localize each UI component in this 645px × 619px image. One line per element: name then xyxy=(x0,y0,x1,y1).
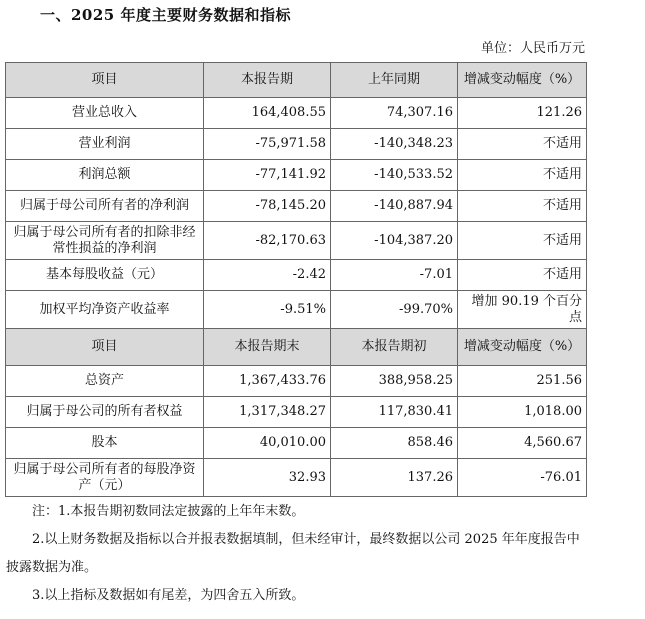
financial-table xyxy=(5,62,587,497)
header-cell: 项目 xyxy=(6,63,204,98)
row-label: 总资产 xyxy=(6,366,204,397)
cell-value: 不适用 xyxy=(458,260,587,291)
table-row xyxy=(6,98,587,129)
table-row xyxy=(6,291,587,329)
cell-value: -9.51% xyxy=(204,291,331,329)
row-label: 营业总收入 xyxy=(6,98,204,129)
cell-value: -2.42 xyxy=(204,260,331,291)
cell-value: 121.26 xyxy=(458,98,587,129)
table-row xyxy=(6,459,587,497)
cell-value: 1,018.00 xyxy=(458,397,587,428)
header-cell: 本报告期初 xyxy=(331,329,458,366)
notes-section xyxy=(6,498,586,610)
cell-value: -104,387.20 xyxy=(331,222,458,260)
cell-value: 164,408.55 xyxy=(204,98,331,129)
table-row xyxy=(6,129,587,160)
cell-value: 不适用 xyxy=(458,129,587,160)
header-cell: 本报告期末 xyxy=(204,329,331,366)
cell-value: -76.01 xyxy=(458,459,587,497)
cell-value: 388,958.25 xyxy=(331,366,458,397)
note-1: 注：1.本报告期初数同法定披露的上年年末数。 xyxy=(32,504,305,519)
table-row xyxy=(6,366,587,397)
cell-value: -78,145.20 xyxy=(204,191,331,222)
cell-value: 4,560.67 xyxy=(458,428,587,459)
cell-value: 1,317,348.27 xyxy=(204,397,331,428)
table-row xyxy=(6,260,587,291)
cell-value: 858.46 xyxy=(331,428,458,459)
section-title: 一、2025 年度主要财务数据和指标 xyxy=(40,6,291,24)
unit-label: 单位：人民币万元 xyxy=(480,41,585,56)
row-label: 利润总额 xyxy=(6,160,204,191)
cell-value: 不适用 xyxy=(458,191,587,222)
cell-value: 不适用 xyxy=(458,160,587,191)
row-label: 加权平均净资产收益率 xyxy=(6,291,204,329)
header-cell: 项目 xyxy=(6,329,204,366)
row-label: 股本 xyxy=(6,428,204,459)
cell-value: -75,971.58 xyxy=(204,129,331,160)
cell-value: 137.26 xyxy=(331,459,458,497)
header-cell: 本报告期 xyxy=(204,63,331,98)
cell-value: -7.01 xyxy=(331,260,458,291)
note-2: 2.以上财务数据及指标以合并报表数据填制，但未经审计，最终数据以公司 2025 年年度报告中披露数据为准。 xyxy=(6,532,580,575)
cell-value: 32.93 xyxy=(204,459,331,497)
note-3: 3.以上指标及数据如有尾差，为四舍五入所致。 xyxy=(32,588,305,603)
cell-value: 1,367,433.76 xyxy=(204,366,331,397)
cell-value: -77,141.92 xyxy=(204,160,331,191)
cell-value: 117,830.41 xyxy=(331,397,458,428)
cell-value: -140,533.52 xyxy=(331,160,458,191)
cell-value: 增加 90.19 个百分点 xyxy=(458,291,587,329)
cell-value: -82,170.63 xyxy=(204,222,331,260)
cell-value: -99.70% xyxy=(331,291,458,329)
table-row xyxy=(6,428,587,459)
row-label: 基本每股收益（元） xyxy=(6,260,204,291)
cell-value: 251.56 xyxy=(458,366,587,397)
table-header-row xyxy=(6,63,587,98)
cell-value: 40,010.00 xyxy=(204,428,331,459)
row-label: 归属于母公司所有者的扣除非经常性损益的净利润 xyxy=(6,222,204,260)
table-row xyxy=(6,397,587,428)
cell-value: 74,307.16 xyxy=(331,98,458,129)
table-row xyxy=(6,222,587,260)
table-row xyxy=(6,191,587,222)
header-cell: 增减变动幅度（%） xyxy=(458,329,587,366)
table-header-row xyxy=(6,329,587,366)
header-cell: 上年同期 xyxy=(331,63,458,98)
row-label: 营业利润 xyxy=(6,129,204,160)
cell-value: -140,887.94 xyxy=(331,191,458,222)
row-label: 归属于母公司的所有者权益 xyxy=(6,397,204,428)
cell-value: 不适用 xyxy=(458,222,587,260)
table-row xyxy=(6,160,587,191)
cell-value: -140,348.23 xyxy=(331,129,458,160)
row-label: 归属于母公司所有者的净利润 xyxy=(6,191,204,222)
header-cell: 增减变动幅度（%） xyxy=(458,63,587,98)
row-label: 归属于母公司所有者的每股净资产（元） xyxy=(6,459,204,497)
